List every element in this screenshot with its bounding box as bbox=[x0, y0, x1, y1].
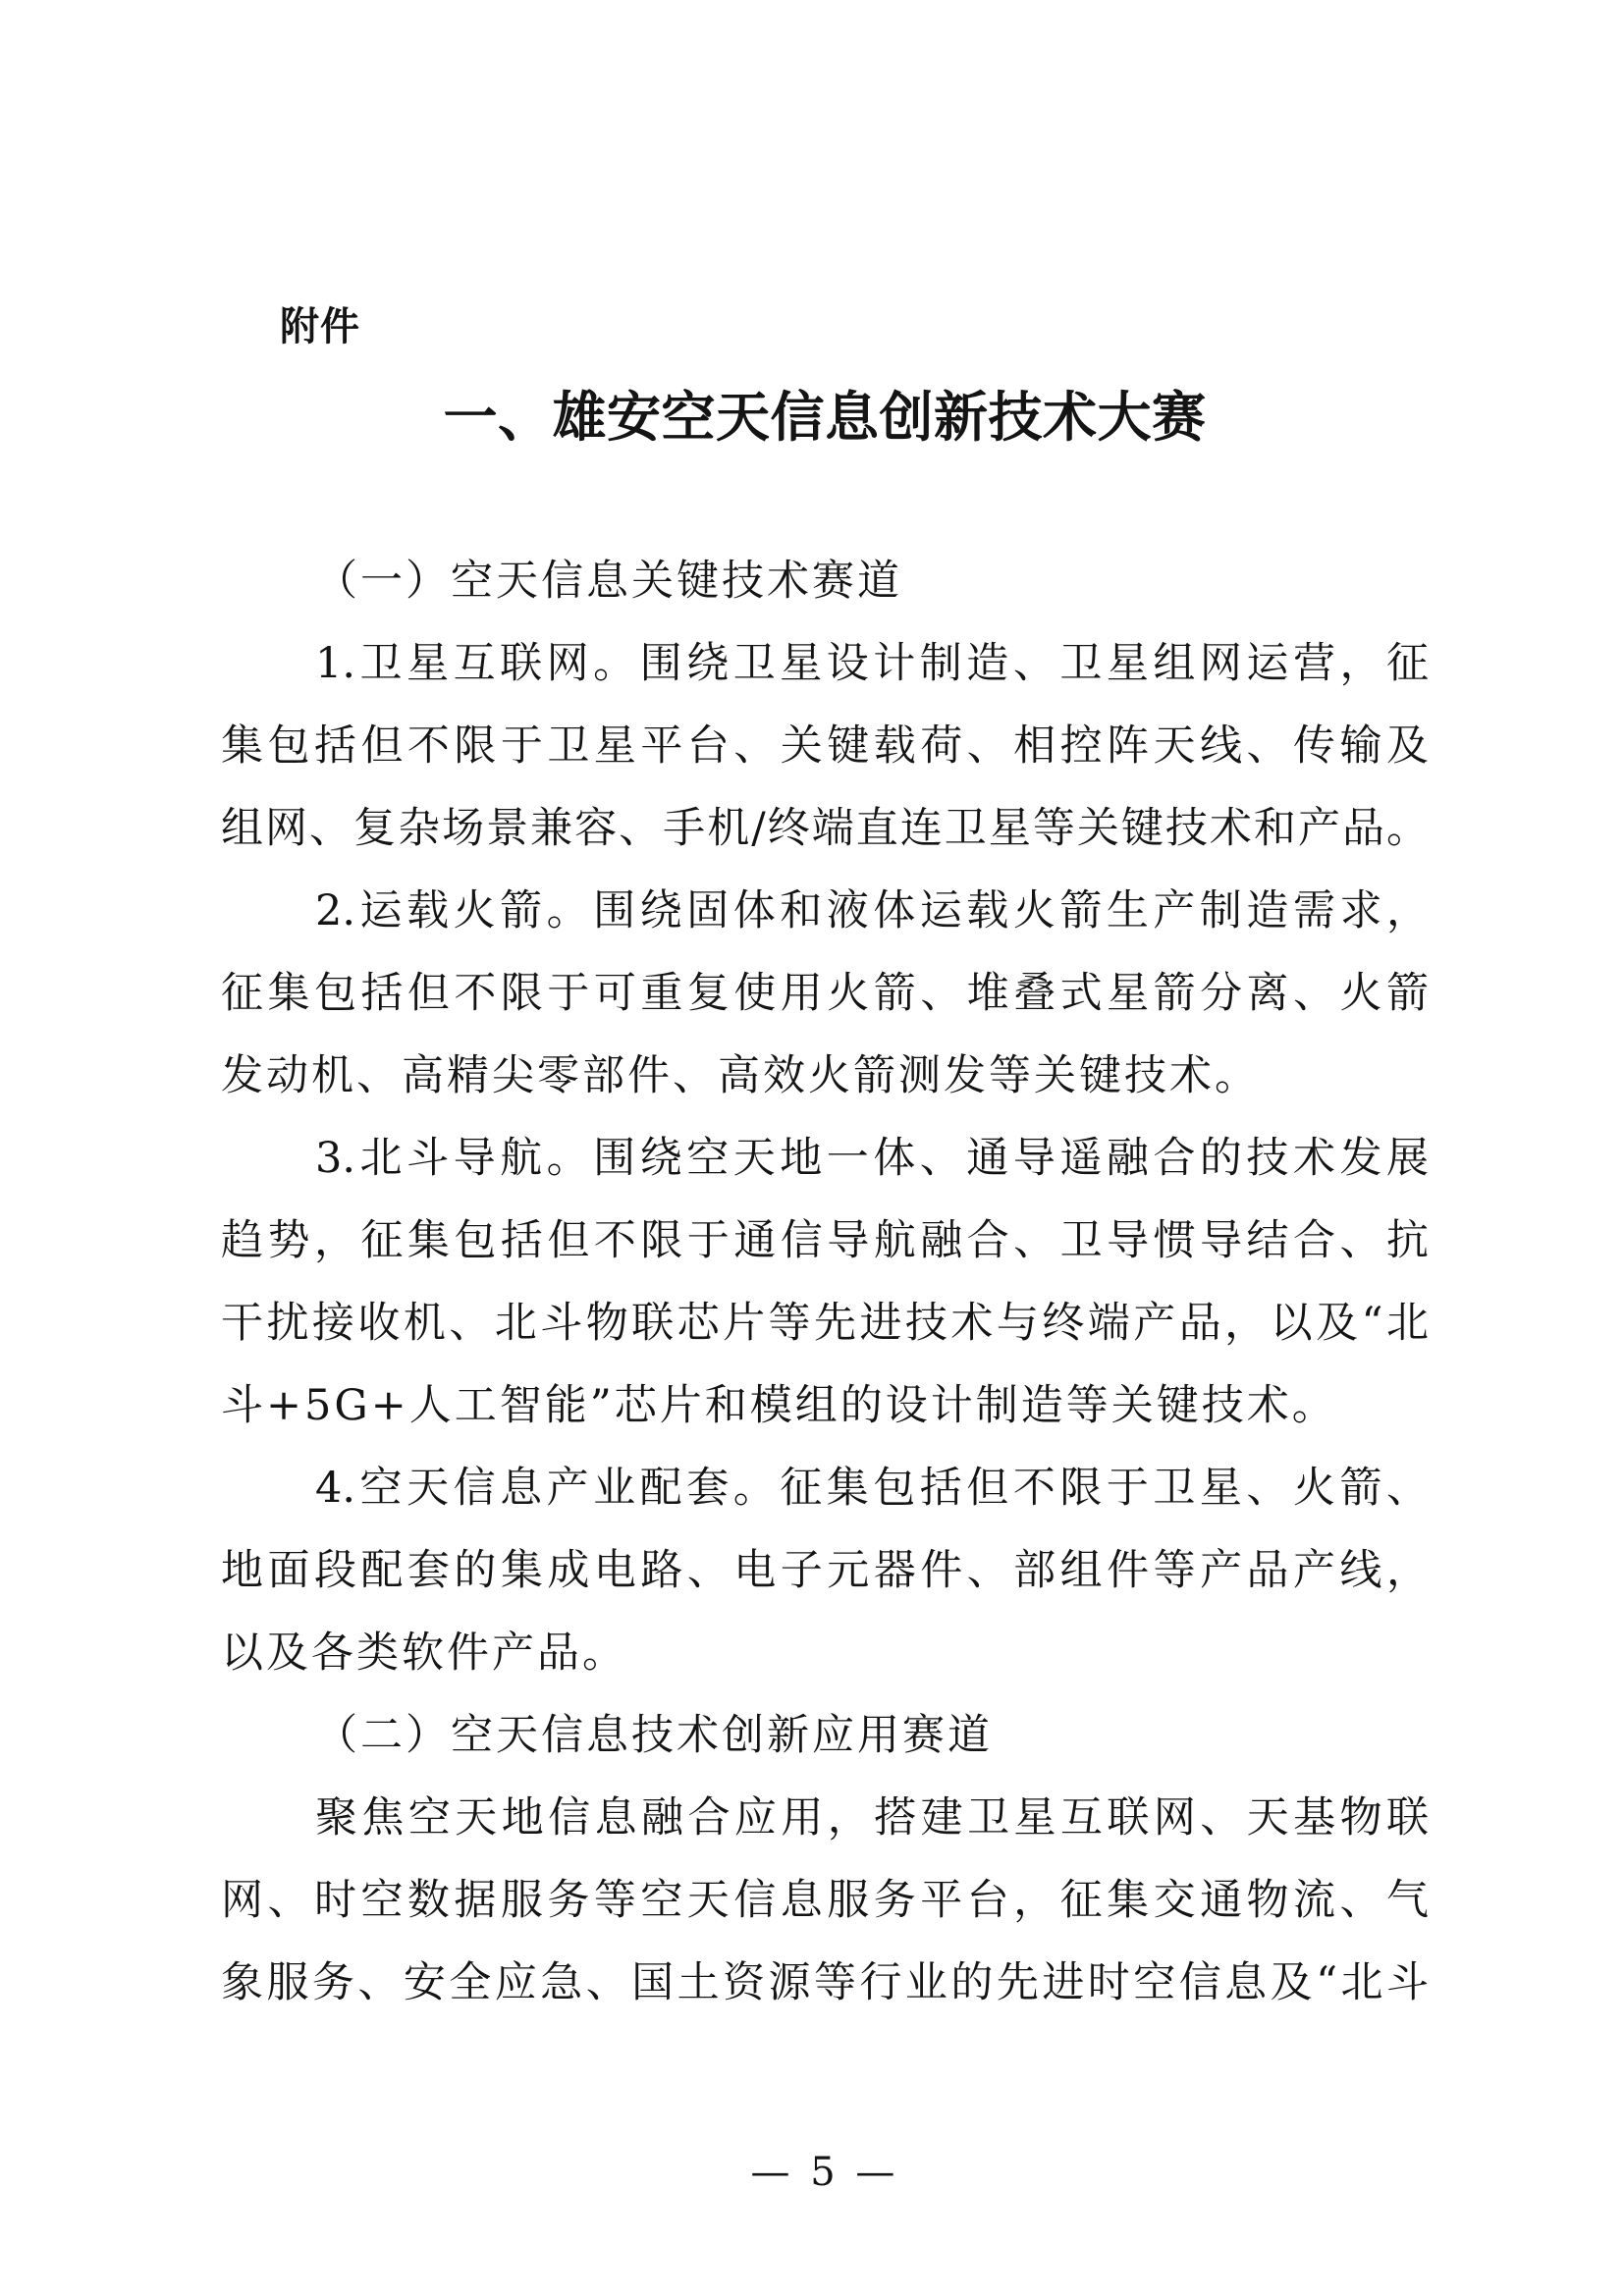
paragraph-line: 集包括但不限于卫星平台、关键载荷、相控阵天线、传输及 bbox=[221, 721, 1429, 771]
paragraph-beidou-navigation bbox=[221, 1117, 1429, 1447]
paragraph-launch-rocket bbox=[221, 870, 1429, 1117]
paragraph-satellite-internet bbox=[221, 622, 1429, 870]
paragraph-line: 聚焦空天地信息融合应用，搭建卫星互联网、天基物联 bbox=[315, 1793, 1429, 1842]
paragraph-application-track bbox=[221, 1777, 1429, 2024]
paragraph-line: 征集包括但不限于可重复使用火箭、堆叠式星箭分离、火箭 bbox=[221, 969, 1429, 1018]
body-text bbox=[221, 540, 1429, 2024]
attachment-label: 附件 bbox=[280, 304, 360, 349]
paragraph-line: 1.卫星互联网。围绕卫星设计制造、卫星组网运营，征 bbox=[315, 639, 1429, 688]
paragraph-line: 2.运载火箭。围绕固体和液体运载火箭生产制造需求， bbox=[315, 886, 1429, 935]
paragraph-line: 发动机、高精尖零部件、高效火箭测发等关键技术。 bbox=[221, 1051, 1260, 1100]
paragraph-line: 3.北斗导航。围绕空天地一体、通导遥融合的技术发展 bbox=[315, 1134, 1429, 1183]
paragraph-line: 趋势，征集包括但不限于通信导航融合、卫导惯导结合、抗 bbox=[221, 1216, 1429, 1265]
paragraph-industry-support bbox=[221, 1447, 1429, 1694]
paragraph-line: 地面段配套的集成电路、电子元器件、部组件等产品产线， bbox=[221, 1546, 1429, 1595]
page-title: 一、雄安空天信息创新技术大赛 bbox=[443, 385, 1207, 449]
paragraph-line: 以及各类软件产品。 bbox=[221, 1629, 627, 1678]
section-heading-track-2: （二）空天信息技术创新应用赛道 bbox=[315, 1711, 993, 1760]
paragraph-line: 象服务、安全应急、国土资源等行业的先进时空信息及“北斗 bbox=[221, 1958, 1429, 2007]
section-heading-track-1: （一）空天信息关键技术赛道 bbox=[315, 557, 902, 606]
paragraph-line: 组网、复杂场景兼容、手机/终端直连卫星等关键技术和产品。 bbox=[221, 804, 1429, 853]
page-number: — 5 — bbox=[750, 2150, 899, 2195]
paragraph-line: 干扰接收机、北斗物联芯片等先进技术与终端产品，以及“北 bbox=[221, 1299, 1429, 1348]
paragraph-line: 斗+5G+人工智能”芯片和模组的设计制造等关键技术。 bbox=[221, 1381, 1337, 1430]
paragraph-line: 网、时空数据服务等空天信息服务平台，征集交通物流、气 bbox=[221, 1876, 1429, 1925]
paragraph-line: 4.空天信息产业配套。征集包括但不限于卫星、火箭、 bbox=[315, 1464, 1429, 1513]
